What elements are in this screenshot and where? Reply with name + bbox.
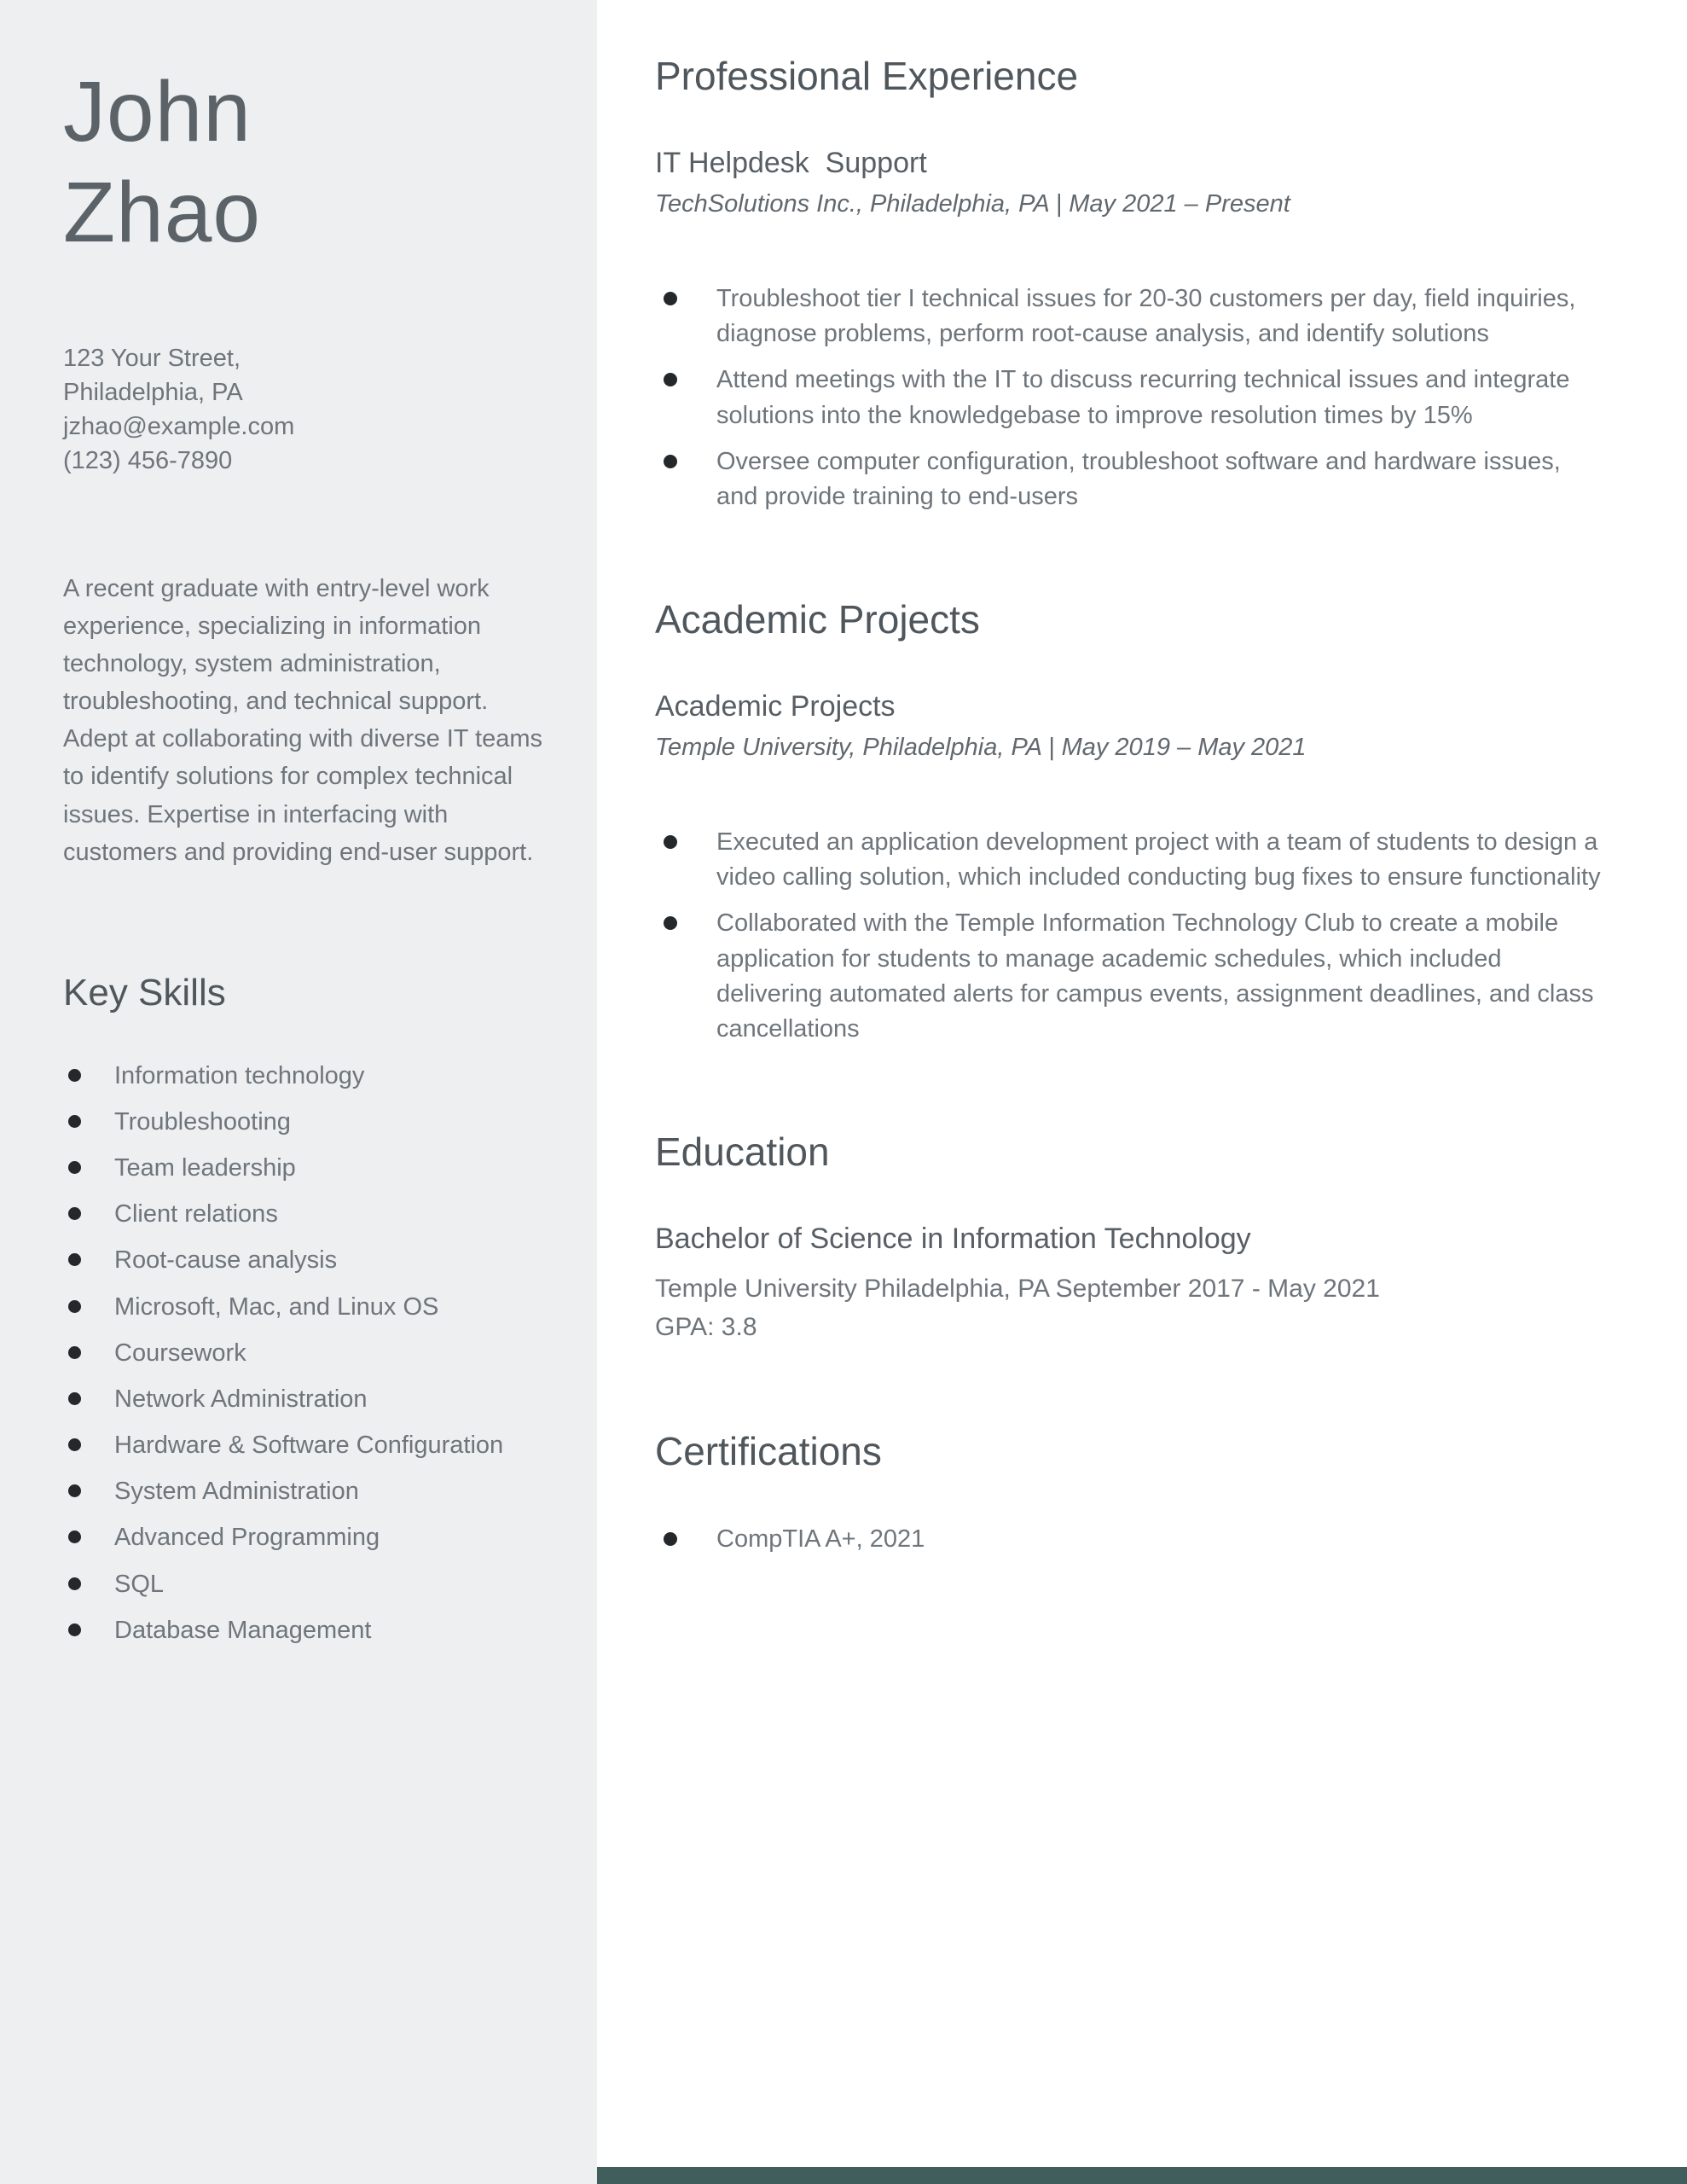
candidate-name	[63, 61, 544, 263]
skill-item	[63, 1336, 544, 1371]
bullet-dot	[68, 1069, 81, 1082]
education-gpa: GPA: 3.8	[655, 1313, 757, 1342]
skill-item	[63, 1105, 544, 1140]
bullet-dot	[68, 1253, 81, 1266]
skill-label: Team leadership	[114, 1154, 296, 1182]
experience-bullet-text: Attend meetings with the IT to discuss recurring technical issues and integrate solutions into the knowledgebase to improve resolution times by 15%	[716, 366, 1570, 429]
bullet-dot	[68, 1531, 81, 1543]
bullet-dot	[68, 1346, 81, 1359]
bullet-dot	[68, 1207, 81, 1220]
section-education	[655, 1129, 1603, 1346]
skill-item	[63, 1243, 544, 1278]
skill-item	[63, 1520, 544, 1555]
phone-text: (123) 456-7890	[63, 447, 233, 475]
certifications-list	[655, 1522, 1603, 1557]
address-line1: 123 Your Street,	[63, 345, 241, 372]
bullet-dot	[68, 1392, 81, 1405]
skill-label: Hardware & Software Configuration	[114, 1432, 504, 1460]
experience-bullet-list	[655, 282, 1603, 514]
bullet-dot	[68, 1438, 81, 1451]
experience-heading: Professional Experience	[655, 54, 1079, 98]
main-content	[597, 0, 1687, 1639]
bullet-dot	[68, 1623, 81, 1636]
certification-item	[655, 1522, 1603, 1557]
bullet-dot	[68, 1161, 81, 1174]
skills-list	[63, 1059, 544, 1648]
bullet-dot	[664, 292, 677, 305]
education-school: Temple University Philadelphia, PA September 2017 - May 2021	[655, 1275, 1380, 1304]
experience-bullet	[655, 282, 1603, 351]
certification-text: CompTIA A+, 2021	[716, 1525, 925, 1554]
project-title: Academic Projects	[655, 690, 896, 723]
skill-label: Database Management	[114, 1616, 372, 1644]
skill-label: System Administration	[114, 1478, 359, 1506]
bullet-dot	[664, 1532, 677, 1546]
projects-heading: Academic Projects	[655, 597, 980, 642]
section-experience	[655, 53, 1603, 514]
skill-label: Advanced Programming	[114, 1524, 380, 1552]
skill-item	[63, 1567, 544, 1602]
skill-label: Troubleshooting	[114, 1107, 291, 1136]
project-bullet	[655, 906, 1603, 1047]
skills-heading: Key Skills	[63, 971, 226, 1014]
skill-item	[63, 1151, 544, 1186]
bullet-dot	[68, 1115, 81, 1128]
email-text: jzhao@example.com	[63, 413, 295, 441]
project-bullet	[655, 825, 1603, 895]
experience-bullet-text: Troubleshoot tier I technical issues for 20-30 customers per day, field inquiries, diagnose problems, perform root-cause analysis, and identify solutions	[716, 285, 1576, 348]
skill-item	[63, 1428, 544, 1463]
skill-item	[63, 1059, 544, 1094]
sidebar	[0, 0, 597, 2184]
skill-label: Root-cause analysis	[114, 1246, 338, 1275]
bullet-dot	[68, 1484, 81, 1497]
skill-label: Microsoft, Mac, and Linux OS	[114, 1292, 439, 1321]
skill-item	[63, 1474, 544, 1509]
address-line2: Philadelphia, PA	[63, 379, 243, 407]
education-heading: Education	[655, 1130, 830, 1175]
skill-item	[63, 1290, 544, 1325]
project-bullet-text: Collaborated with the Temple Information Technology Club to create a mobile application for students to manage academic schedules, which included delivering automated alerts for campus events, assignment deadlines, and class cancellations	[716, 909, 1594, 1043]
skill-item	[63, 1197, 544, 1232]
project-meta: Temple University, Philadelphia, PA | May 2019 – May 2021	[655, 734, 1307, 762]
last-name: Zhao	[63, 165, 261, 260]
projects-bullet-list	[655, 825, 1603, 1047]
experience-bullet-text: Oversee computer configuration, troubleshoot software and hardware issues, and provide training to end-users	[716, 447, 1561, 510]
job-meta: TechSolutions Inc., Philadelphia, PA | May 2021 – Present	[655, 190, 1290, 218]
skill-label: Client relations	[114, 1200, 278, 1228]
project-bullet-text: Executed an application development project with a team of students to design a video calling solution, which included conducting bug fixes to ensure functionality	[716, 828, 1601, 892]
experience-bullet	[655, 444, 1603, 514]
bullet-dot	[664, 916, 677, 930]
bullet-dot	[68, 1577, 81, 1590]
summary-text: A recent graduate with entry-level work experience, specializing in information technology, system administration, troubleshooting, and technical support. Adept at collaborating with diverse IT teams to identify solutions for complex technical issues. Expertise in interfacing with customers and providing end-user support.	[63, 575, 543, 866]
experience-bullet	[655, 363, 1603, 433]
accent-bar	[597, 2167, 1687, 2184]
education-degree: Bachelor of Science in Information Technology	[655, 1223, 1251, 1256]
skill-label: Information technology	[114, 1061, 365, 1089]
skill-label: SQL	[114, 1570, 165, 1598]
contact-block	[63, 341, 544, 478]
certifications-heading: Certifications	[655, 1429, 882, 1474]
section-projects	[655, 596, 1603, 1047]
bullet-dot	[664, 455, 677, 468]
section-certifications	[655, 1428, 1603, 1557]
skill-label: Coursework	[114, 1339, 246, 1367]
bullet-dot	[664, 373, 677, 386]
first-name: John	[63, 64, 252, 160]
job-title: IT Helpdesk Support	[655, 147, 927, 179]
skill-item	[63, 1382, 544, 1417]
bullet-dot	[664, 835, 677, 849]
skill-item	[63, 1613, 544, 1648]
bullet-dot	[68, 1300, 81, 1313]
skill-label: Network Administration	[114, 1385, 368, 1413]
